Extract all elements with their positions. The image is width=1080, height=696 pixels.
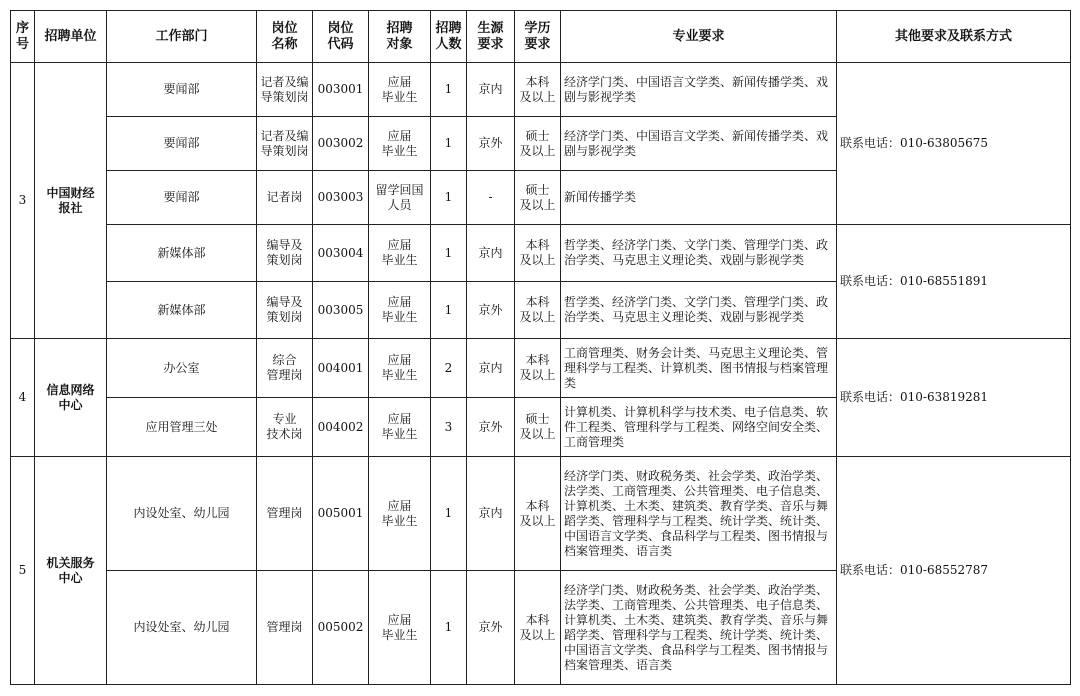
header-dept: 工作部门 [107, 11, 257, 63]
header-unit: 招聘单位 [35, 11, 107, 63]
origin-cell: 京外 [467, 282, 515, 339]
origin-cell: 京内 [467, 457, 515, 571]
header-seq: 序 号 [11, 11, 35, 63]
header-origin: 生源 要求 [467, 11, 515, 63]
unit-name-cell: 中国财经 报社 [35, 63, 107, 339]
target-cell: 应届 毕业生 [369, 398, 431, 457]
count-cell: 3 [431, 398, 467, 457]
dept-cell: 内设处室、幼儿园 [107, 457, 257, 571]
count-cell: 1 [431, 571, 467, 685]
contact-cell: 联系电话：010-68551891 [837, 225, 1071, 339]
target-cell: 应届 毕业生 [369, 117, 431, 171]
header-post-name: 岗位 名称 [257, 11, 313, 63]
dept-cell: 应用管理三处 [107, 398, 257, 457]
contact-cell: 联系电话：010-68552787 [837, 457, 1071, 685]
target-cell: 应届 毕业生 [369, 457, 431, 571]
header-row [11, 11, 1071, 63]
major-cell: 哲学类、经济学门类、文学门类、管理学门类、政治学类、马克思主义理论类、戏剧与影视学类 [561, 225, 837, 282]
header-count: 招聘 人数 [431, 11, 467, 63]
major-cell: 哲学类、经济学门类、文学门类、管理学门类、政治学类、马克思主义理论类、戏剧与影视学类 [561, 282, 837, 339]
edu-cell: 本科 及以上 [515, 339, 561, 398]
post-name-cell: 记者及编 导策划岗 [257, 117, 313, 171]
origin-cell: 京外 [467, 571, 515, 685]
post-name-cell: 管理岗 [257, 571, 313, 685]
header-target: 招聘 对象 [369, 11, 431, 63]
post-name-cell: 编导及 策划岗 [257, 282, 313, 339]
post-name-cell: 专业 技术岗 [257, 398, 313, 457]
post-code-cell: 005002 [313, 571, 369, 685]
major-cell: 计算机类、计算机科学与技术类、电子信息类、软件工程类、管理科学与工程类、网络空间安全类、工商管理类 [561, 398, 837, 457]
dept-cell: 新媒体部 [107, 282, 257, 339]
table-row [11, 63, 1071, 117]
count-cell: 1 [431, 171, 467, 225]
count-cell: 1 [431, 457, 467, 571]
header-major: 专业要求 [561, 11, 837, 63]
unit-name-cell: 信息网络 中心 [35, 339, 107, 457]
edu-cell: 本科 及以上 [515, 571, 561, 685]
contact-cell: 联系电话：010-63805675 [837, 63, 1071, 225]
dept-cell: 要闻部 [107, 63, 257, 117]
major-cell: 经济学门类、财政税务类、社会学类、政治学类、法学类、工商管理类、公共管理类、电子信息类、计算机类、土木类、建筑类、教育学类、音乐与舞蹈学类、管理科学与工程类、统计学类、统计类、中国语言文学类、食品科学与工程类、图书情报与档案管理类、语言类 [561, 571, 837, 685]
edu-cell: 本科 及以上 [515, 225, 561, 282]
origin-cell: 京外 [467, 117, 515, 171]
edu-cell: 本科 及以上 [515, 63, 561, 117]
post-code-cell: 004001 [313, 339, 369, 398]
target-cell: 应届 毕业生 [369, 339, 431, 398]
table-row [11, 457, 1071, 571]
dept-cell: 办公室 [107, 339, 257, 398]
origin-cell: 京外 [467, 398, 515, 457]
table-row [11, 339, 1071, 398]
dept-cell: 新媒体部 [107, 225, 257, 282]
post-name-cell: 管理岗 [257, 457, 313, 571]
post-code-cell: 004002 [313, 398, 369, 457]
table-row [11, 225, 1071, 282]
target-cell: 应届 毕业生 [369, 225, 431, 282]
header-other: 其他要求及联系方式 [837, 11, 1071, 63]
count-cell: 1 [431, 117, 467, 171]
post-name-cell: 综合 管理岗 [257, 339, 313, 398]
unit-name-cell: 机关服务 中心 [35, 457, 107, 685]
post-code-cell: 003002 [313, 117, 369, 171]
edu-cell: 硕士 及以上 [515, 117, 561, 171]
seq-cell: 4 [11, 339, 35, 457]
edu-cell: 硕士 及以上 [515, 171, 561, 225]
dept-cell: 内设处室、幼儿园 [107, 571, 257, 685]
dept-cell: 要闻部 [107, 171, 257, 225]
header-post-code: 岗位 代码 [313, 11, 369, 63]
count-cell: 1 [431, 63, 467, 117]
target-cell: 留学回国 人员 [369, 171, 431, 225]
major-cell: 新闻传播学类 [561, 171, 837, 225]
post-name-cell: 记者岗 [257, 171, 313, 225]
seq-cell: 5 [11, 457, 35, 685]
target-cell: 应届 毕业生 [369, 282, 431, 339]
origin-cell: - [467, 171, 515, 225]
count-cell: 1 [431, 282, 467, 339]
post-name-cell: 编导及 策划岗 [257, 225, 313, 282]
post-code-cell: 003004 [313, 225, 369, 282]
post-name-cell: 记者及编 导策划岗 [257, 63, 313, 117]
header-edu: 学历 要求 [515, 11, 561, 63]
post-code-cell: 003003 [313, 171, 369, 225]
major-cell: 经济学门类、中国语言文学类、新闻传播学类、戏剧与影视学类 [561, 63, 837, 117]
origin-cell: 京内 [467, 225, 515, 282]
target-cell: 应届 毕业生 [369, 571, 431, 685]
post-code-cell: 005001 [313, 457, 369, 571]
major-cell: 工商管理类、财务会计类、马克思主义理论类、管理科学与工程类、计算机类、图书情报与档案管理类 [561, 339, 837, 398]
recruitment-table [10, 10, 1071, 685]
edu-cell: 本科 及以上 [515, 457, 561, 571]
edu-cell: 硕士 及以上 [515, 398, 561, 457]
origin-cell: 京内 [467, 339, 515, 398]
origin-cell: 京内 [467, 63, 515, 117]
post-code-cell: 003001 [313, 63, 369, 117]
edu-cell: 本科 及以上 [515, 282, 561, 339]
target-cell: 应届 毕业生 [369, 63, 431, 117]
major-cell: 经济学门类、财政税务类、社会学类、政治学类、法学类、工商管理类、公共管理类、电子信息类、计算机类、土木类、建筑类、教育学类、音乐与舞蹈学类、管理科学与工程类、统计学类、统计类、中国语言文学类、食品科学与工程类、图书情报与档案管理类、语言类 [561, 457, 837, 571]
major-cell: 经济学门类、中国语言文学类、新闻传播学类、戏剧与影视学类 [561, 117, 837, 171]
count-cell: 2 [431, 339, 467, 398]
seq-cell: 3 [11, 63, 35, 339]
post-code-cell: 003005 [313, 282, 369, 339]
count-cell: 1 [431, 225, 467, 282]
dept-cell: 要闻部 [107, 117, 257, 171]
contact-cell: 联系电话：010-63819281 [837, 339, 1071, 457]
